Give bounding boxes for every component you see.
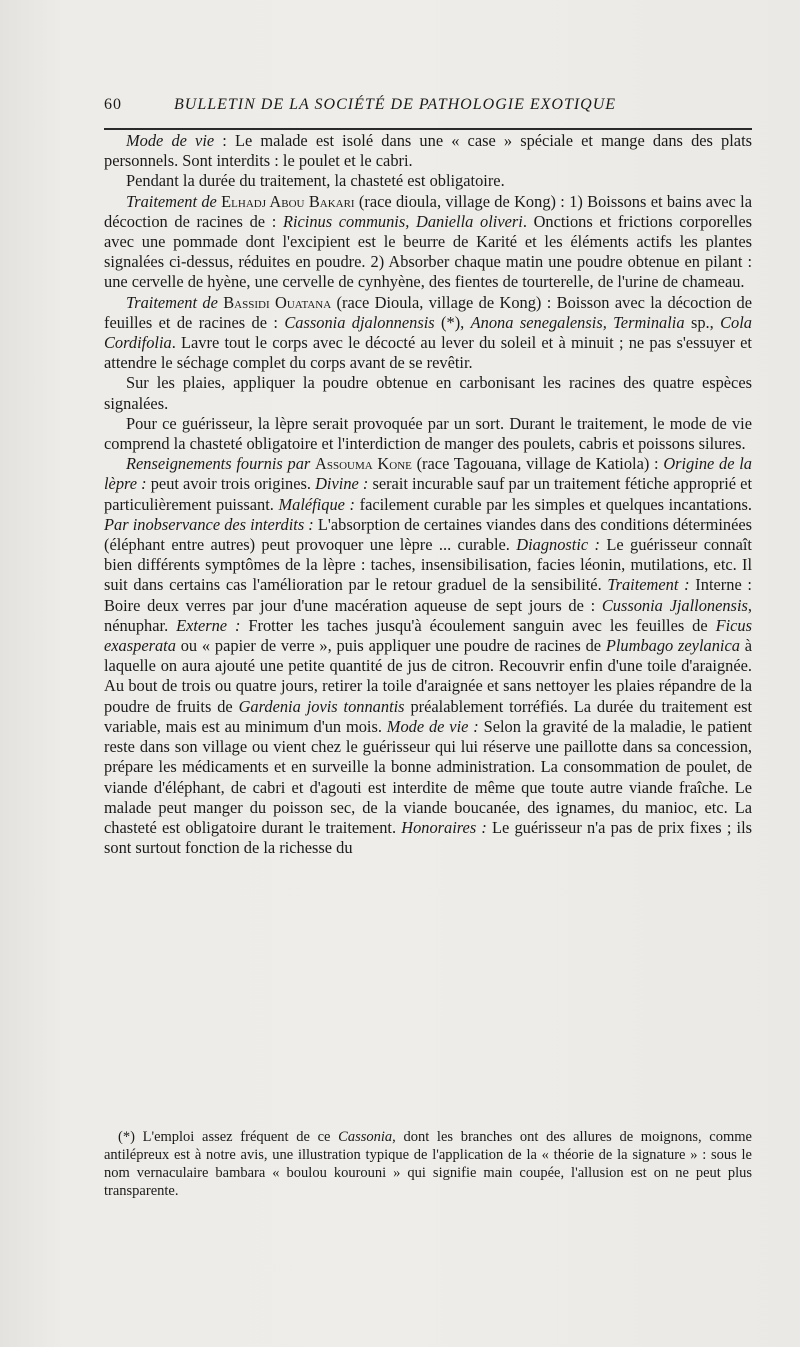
species-name: Ricinus communis, Daniella oliveri	[282, 211, 523, 231]
text-run: à laquelle on aura ajouté une petite quantité de jus de citron. Recouvrir enfin d'une toile d'araignée. Au bout de trois ou quatre jours, retirer la toile d'araignée et sans nettoyer les plaies répandre de la poudre de fruits de	[104, 636, 752, 716]
species-name: Anona senegalensis, Terminalia	[470, 312, 685, 332]
page-header	[104, 96, 750, 120]
text-run: Le guérisseur n'a pas de prix fixes ; ils sont surtout fonction de la richesse du	[104, 817, 753, 858]
paragraph-traitement-bassidi	[104, 293, 752, 374]
text-run: facilement curable par les simples et quelques incantations.	[355, 494, 752, 514]
subheading: Diagnostic :	[516, 535, 600, 555]
text-run: (*),	[434, 312, 471, 332]
healer-name: Bassidi Ouatana	[223, 292, 332, 312]
species-name: Cassonia djalonnensis	[284, 312, 435, 332]
section-label: Traitement de	[126, 292, 218, 312]
healer-name: Elhadj Abou Bakari	[221, 191, 355, 211]
paragraph-guerisseur	[104, 414, 752, 454]
subheading: Par inobservance des interdits :	[104, 514, 314, 534]
footnote-paragraph	[104, 1128, 752, 1200]
paragraph-text: Sur les plaies, appliquer la poudre obtenue en carbonisant les racines des quatre espèces signalées.	[104, 373, 752, 413]
text-run: Interne : Boire deux verres par jour d'une macération aqueuse de sept jours de :	[104, 575, 752, 615]
paragraph-traitement-elhadj	[104, 192, 752, 293]
header-rule	[104, 128, 752, 130]
paragraph-text: Pour ce guérisseur, la lèpre serait provoquée par un sort. Durant le traitement, le mode de vie comprend la chasteté obligatoire et l'interdiction de manger des poulets, cabris et poissons silures.	[104, 413, 752, 454]
text-run: peut avoir trois origines.	[146, 474, 316, 494]
subheading: Externe :	[176, 615, 241, 635]
footnote-marker: (*)	[118, 1129, 135, 1145]
running-head: BULLETIN DE LA SOCIÉTÉ DE PATHOLOGIE EXOTIQUE	[174, 96, 617, 113]
paragraph-text: : Le malade est isolé dans une « case » spéciale et mange dans des plats personnels. Sont interdits : le poulet et le cabri.	[104, 131, 752, 171]
subheading: Maléfique :	[278, 494, 355, 514]
section-label: Renseignements fournis par	[126, 454, 311, 474]
text-run: , nénuphar.	[104, 595, 752, 635]
text-run: sp.,	[684, 312, 721, 332]
text-run: (race Tagouana, village de Katiola) :	[411, 454, 664, 474]
species-name: Cassonia	[338, 1129, 393, 1145]
paragraph-mode-de-vie	[104, 131, 752, 171]
subheading: Divine :	[315, 474, 369, 494]
text-run: ou « papier de verre », puis appliquer une poudre de racines de	[175, 636, 606, 656]
text-run: L'absorption de certaines viandes dans des conditions déterminées (éléphant entre autres) peut provoquer une lèpre ... curable.	[104, 514, 753, 555]
section-label: Traitement de	[126, 191, 217, 211]
footnote	[104, 1128, 752, 1200]
text-run: L'emploi assez fréquent de ce	[134, 1129, 339, 1145]
subheading: Honoraires :	[401, 817, 487, 837]
species-name: Gardenia jovis tonnantis	[238, 696, 405, 716]
text-run: Frotter les taches jusqu'à écoulement sanguin avec les feuilles de	[240, 615, 716, 635]
paragraph-chastete	[104, 171, 752, 191]
species-name: Cussonia Jjallonensis	[601, 595, 748, 615]
section-label: Mode de vie	[126, 131, 215, 150]
text-run: serait incurable sauf par un traitement fétiche approprié et particulièrement puissant.	[104, 474, 753, 514]
paragraph-renseignements	[104, 454, 752, 858]
paragraph-text: Pendant la durée du traitement, la chasteté est obligatoire.	[126, 171, 505, 191]
species-name: Plumbago zeylanica	[605, 636, 740, 656]
subheading: Traitement :	[607, 575, 690, 595]
text-run: Le guérisseur connaît bien différents symptômes de la lèpre : taches, insensibilisation, facies léonin, mutilations, etc. Il suit dans certains cas l'amélioration par le retour graduel de la sensibilité.	[104, 535, 752, 595]
text-run: , dont les branches ont des allures de moignons, comme antilépreux est à notre avis, une illustration typique de l'application de la « théorie de la signature » : sous le nom vernaculaire bambara « boulou kourouni » qui signifie main coupée, l'allusion est on ne peut plus transparente.	[104, 1129, 752, 1199]
text-run: préalablement torréfiés. La durée du traitement est variable, mais est au minimum d'un mois.	[104, 696, 753, 736]
paragraph-plaies	[104, 373, 752, 413]
species-name: Cola Cordifolia	[104, 312, 752, 353]
page-number: 60	[104, 96, 122, 113]
subheading: Origine de la lèpre :	[104, 454, 752, 494]
species-name: Ficus exasperata	[104, 615, 752, 656]
text-run: . Onctions et frictions corporelles avec une pommade dont l'excipient est le beurre de Karité et les éléments actifs les plantes signalées ci-dessus, réduites en poudre. 2) Absorber chaque matin une poudre obtenue en pilant : une cervelle de hyène, une cervelle de cynhyène, des fientes de tourterelle, de l'urine de chameau.	[104, 211, 753, 292]
subheading: Mode de vie :	[386, 716, 479, 736]
text-run: (race dioula, village de Kong) : 1) Boissons et bains avec la décoction de racines de :	[104, 191, 752, 231]
body-text	[104, 131, 752, 858]
healer-name: Assouma Kone	[315, 454, 412, 474]
text-run: . Lavre tout le corps avec le décocté au lever du soleil et à minuit ; ne pas s'essuyer et attendre le séchage complet du corps avant de se revêtir.	[104, 333, 752, 373]
text-run: Selon la gravité de la maladie, le patient reste dans son village ou vient chez le guérisseur qui lui réserve une paillotte dans sa concession, prépare les médicaments et en surveille la bonne administration. La consommation de poulet, de viande d'éléphant, de cabri et d'agouti est interdite de même que toute autre viande fraîche. Le malade peut manger du poisson sec, de la viande boucanée, des ignames, du manioc, etc. La chasteté est obligatoire durant le traitement.	[104, 716, 752, 837]
text-run: (race Dioula, village de Kong) : Boisson avec la décoction de feuilles et de racines de :	[104, 292, 752, 332]
